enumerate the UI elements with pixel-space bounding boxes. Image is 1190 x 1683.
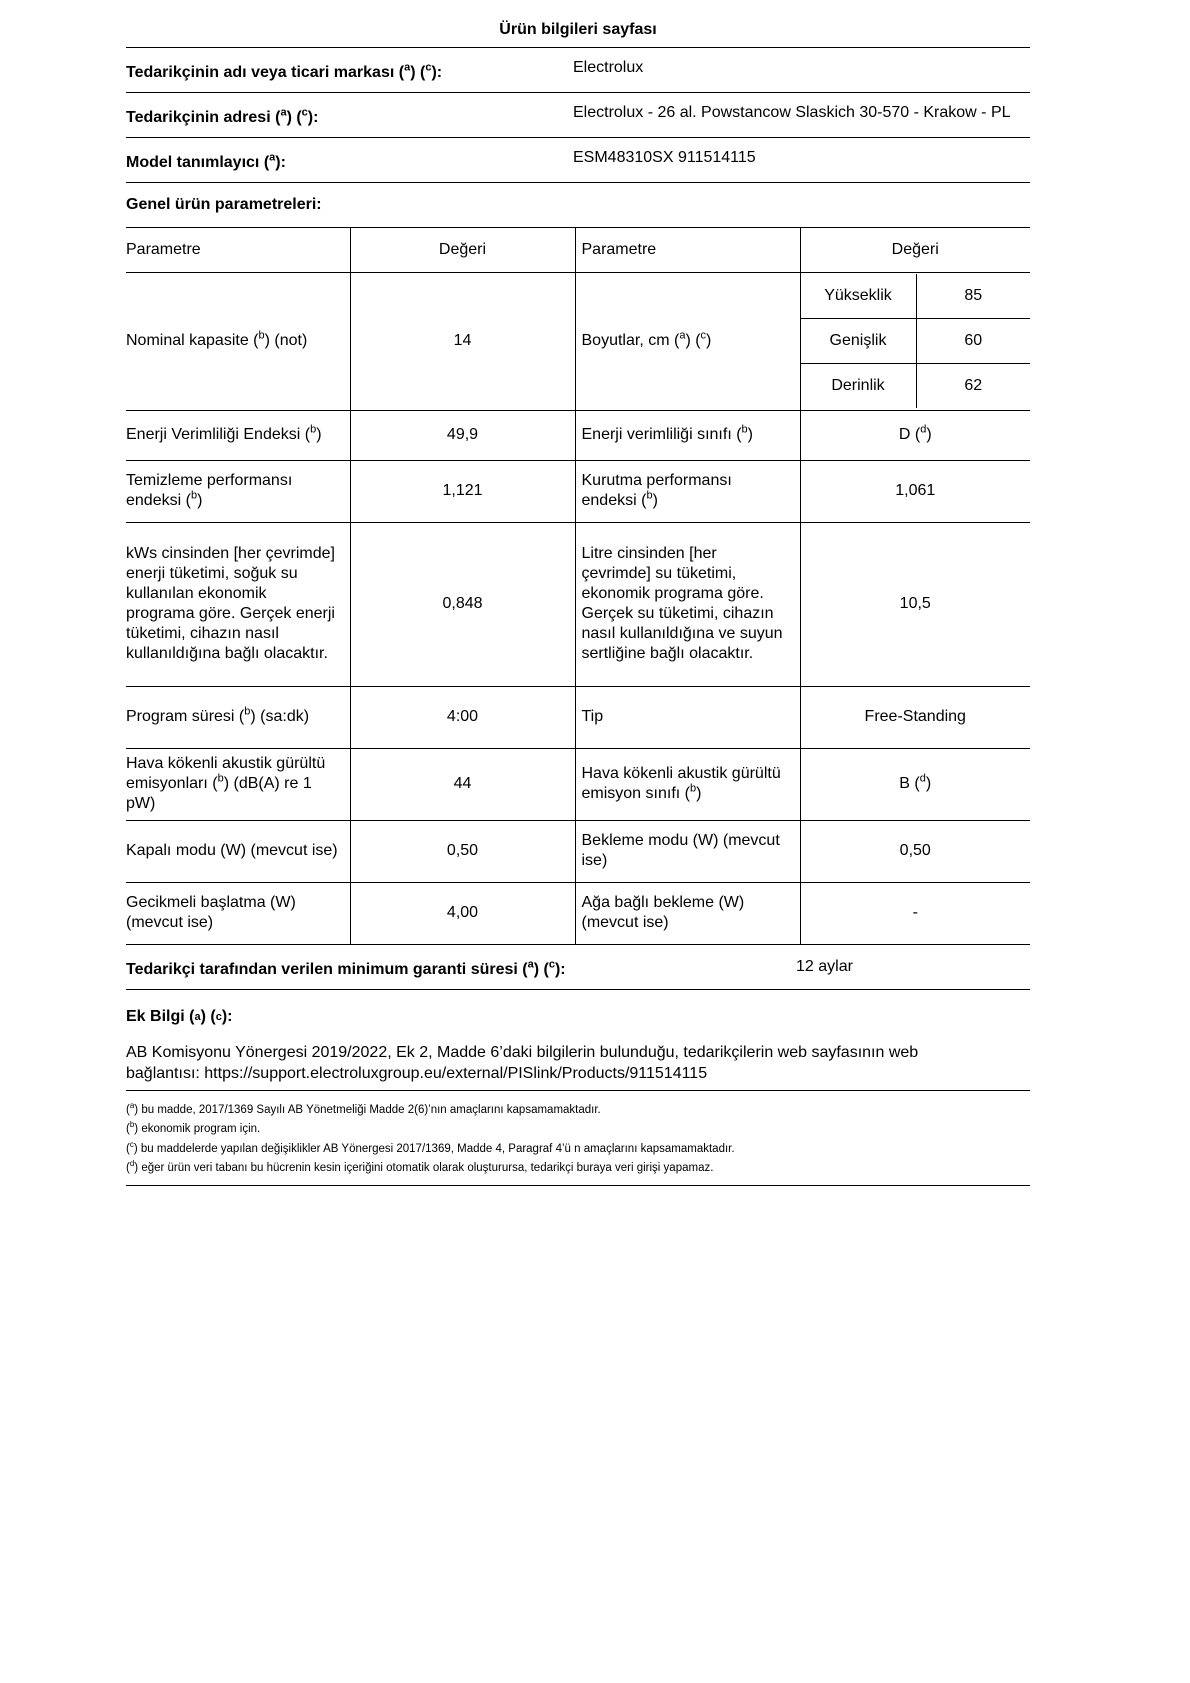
- energy-class-value: D ($^d$): [800, 410, 1030, 460]
- table-row: [126, 820, 1030, 882]
- nominal-capacity-value: 14: [350, 272, 575, 410]
- header-param: Parametre: [126, 228, 350, 272]
- drying-value: 1,061: [800, 460, 1030, 522]
- model-label: Model tanımlayıcı ($^a$):: [126, 151, 286, 171]
- noise-class-label: Hava kökenli akustik gürültü emisyon sınıfı ($^b$): [575, 748, 800, 820]
- noise-value: 44: [350, 748, 575, 820]
- header-value: Değeri: [350, 228, 575, 272]
- cleaning-value: 1,121: [350, 460, 575, 522]
- noise-class-value: B ($^d$): [800, 748, 1030, 820]
- delay-start-value: 4,00: [350, 882, 575, 944]
- off-mode-label: Kapalı modu (W) (mevcut ise): [126, 820, 350, 882]
- standby-value: 0,50: [800, 820, 1030, 882]
- width-label: Genişlik: [801, 319, 917, 364]
- warranty-value: 12 aylar: [796, 957, 853, 975]
- extra-info-text: AB Komisyonu Yönergesi 2019/2022, Ek 2, Madde 6’daki bilgilerin bulunduğu, tedarikçilerin web sayfasının web bağlantısı: https://support.electroluxgroup.eu/external/PISlink/Products/911514115: [126, 1040, 1030, 1091]
- height-value: 85: [916, 274, 1030, 319]
- program-duration-label: Program süresi ($^b$) (sa:dk): [126, 686, 350, 748]
- energy-class-label: Enerji verimliliği sınıfı ($^b$): [575, 410, 800, 460]
- model-row: [126, 138, 1030, 183]
- delay-start-label: Gecikmeli başlatma (W) (mevcut ise): [126, 882, 350, 944]
- warranty-label: Tedarikçi tarafından verilen minimum garanti süresi ($^a$) ($^c$):: [126, 958, 566, 978]
- model-value: ESM48310SX 911514115: [573, 149, 756, 166]
- water-consumption-label: Litre cinsinden [her çevrimde] su tüketimi, ekonomik programa göre. Gerçek su tüketimi, cihazın nasıl kullanıldığına ve suyun sertliğine bağlı olacaktır.: [575, 522, 800, 686]
- width-value: 60: [916, 319, 1030, 364]
- table-row: [126, 686, 1030, 748]
- support-link[interactable]: bağlantısı: https://support.electroluxgroup.eu/external/PISlink/Products/911514115: [126, 1064, 708, 1082]
- footnotes: [126, 1091, 1030, 1186]
- footnote-item: ($^d$) eğer ürün veri tabanı bu hücrenin kesin içeriğini otomatik olarak oluşturursa, tedarikçi buraya veri girişi yapamaz.: [126, 1159, 714, 1174]
- dimensions-label: Boyutlar, cm ($^a$) ($^c$): [575, 272, 800, 410]
- height-label: Yükseklik: [801, 274, 917, 319]
- supplier-address-value: Electrolux - 26 al. Powstancow Slaskich 30-570 - Krakow - PL: [573, 104, 1011, 121]
- general-params-heading: Genel ürün parametreleri:: [126, 183, 1030, 228]
- footnote-item: ($^b$) ekonomik program için.: [126, 1120, 261, 1135]
- footnote-item: ($^c$) bu maddelerde yapılan değişiklikler AB Yönergesi 2017/1369, Madde 4, Paragraf 4’ü n amaçlarını kapsamamaktadır.: [126, 1139, 735, 1155]
- page-title: Ürün bilgileri sayfası: [499, 21, 657, 38]
- network-standby-value: -: [800, 882, 1030, 944]
- table-row: [126, 410, 1030, 460]
- type-value: Free-Standing: [800, 686, 1030, 748]
- header-value-2: Değeri: [800, 228, 1030, 272]
- depth-value: 62: [964, 377, 983, 394]
- table-header-row: [126, 228, 1030, 272]
- eei-label: Enerji Verimliliği Endeksi ($^b$): [126, 410, 350, 460]
- supplier-address-row: [126, 93, 1030, 138]
- warranty-row: [126, 945, 1030, 990]
- product-info-sheet: [126, 0, 1030, 1186]
- supplier-name-value: Electrolux: [573, 59, 644, 76]
- cleaning-label: Temizleme performansı endeksi ($^b$): [126, 460, 350, 522]
- noise-label: Hava kökenli akustik gürültü emisyonları ($^b$) (dB(A) re 1 pW): [126, 748, 350, 820]
- type-label: Tip: [575, 686, 800, 748]
- table-row: [126, 748, 1030, 820]
- params-table: [126, 228, 1030, 945]
- drying-label: Kurutma performansı endeksi ($^b$): [575, 460, 800, 522]
- extra-info-label: Ek Bilgi ( a ) ( c ):: [126, 1007, 233, 1025]
- supplier-name-row: [126, 48, 1030, 93]
- energy-consumption-label: kWs cinsinden [her çevrimde] enerji tüketimi, soğuk su kullanılan ekonomik programa göre. Gerçek enerji tüketimi, cihazın nasıl kullanıldığına bağlı olacaktır.: [126, 522, 350, 686]
- footnote-item: ($^a$) bu madde, 2017/1369 Sayılı AB Yönetmeliği Madde 2(6)’nın amaçlarını kapsamamaktadır.: [126, 1100, 601, 1116]
- dimensions-subtable: [801, 274, 1031, 408]
- network-standby-label: Ağa bağlı bekleme (W) (mevcut ise): [575, 882, 800, 944]
- dimensions-values: [800, 272, 1030, 410]
- supplier-name-label: Tedarikçinin adı veya ticari markası ($^a$) ($^c$):: [126, 61, 443, 81]
- eei-value: 49,9: [350, 410, 575, 460]
- table-row: [126, 522, 1030, 686]
- table-row: [126, 460, 1030, 522]
- header-param-2: Parametre: [575, 228, 800, 272]
- program-duration-value: 4:00: [350, 686, 575, 748]
- water-consumption-value: 10,5: [800, 522, 1030, 686]
- energy-consumption-value: 0,848: [350, 522, 575, 686]
- depth-label: Derinlik: [801, 364, 917, 409]
- off-mode-value: 0,50: [350, 820, 575, 882]
- table-row: [126, 882, 1030, 944]
- supplier-address-label: Tedarikçinin adresi ($^a$) ($^c$):: [126, 106, 319, 126]
- table-row: [126, 272, 1030, 410]
- standby-label: Bekleme modu (W) (mevcut ise): [575, 820, 800, 882]
- nominal-capacity-label: Nominal kapasite ($^b$) (not): [126, 272, 350, 410]
